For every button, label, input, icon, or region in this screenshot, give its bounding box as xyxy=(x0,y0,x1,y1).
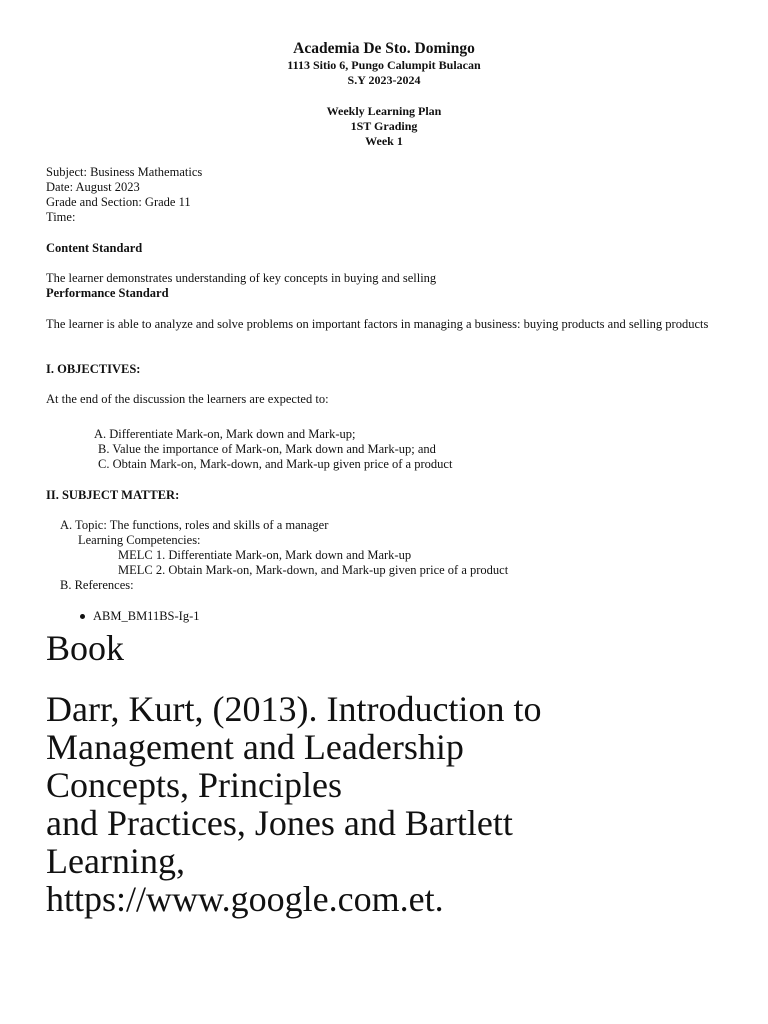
citation-line: and Practices, Jones and Bartlett xyxy=(46,803,513,843)
objectives-intro: At the end of the discussion the learners are expected to: xyxy=(46,392,329,406)
grading-period: 1ST Grading xyxy=(350,119,418,133)
book-label: Book xyxy=(46,628,125,668)
melc-2: MELC 2. Obtain Mark-on, Mark-down, and Mark-up given price of a product xyxy=(118,563,509,577)
reference-code: ABM_BM11BS-Ig-1 xyxy=(93,609,200,623)
bullet-dot-icon xyxy=(80,614,85,619)
melc-1: MELC 1. Differentiate Mark-on, Mark down and Mark-up xyxy=(118,548,412,562)
citation-line: Darr, Kurt, (2013). Introduction to xyxy=(46,689,542,729)
document-header xyxy=(0,40,768,149)
book-citation xyxy=(46,690,746,918)
content-standard-text: The learner demonstrates understanding of key concepts in buying and selling xyxy=(46,271,437,285)
subject-matter-heading: II. SUBJECT MATTER: xyxy=(46,488,180,502)
week-label: Week 1 xyxy=(365,134,403,148)
grade-section-line: Grade and Section: Grade 11 xyxy=(46,195,191,209)
topic-line: A. Topic: The functions, roles and skills of a manager xyxy=(60,518,329,532)
references-label: B. References: xyxy=(60,578,134,592)
citation-line: Concepts, Principles xyxy=(46,765,342,805)
time-line: Time: xyxy=(46,210,76,224)
performance-standard-heading: Performance Standard xyxy=(46,286,169,300)
competencies-label: Learning Competencies: xyxy=(78,533,201,547)
reference-bullet-item xyxy=(80,609,200,624)
date-line: Date: August 2023 xyxy=(46,180,140,194)
performance-standard-text: The learner is able to analyze and solve problems on important factors in managing a business: buying products and selling products xyxy=(46,317,709,331)
school-name: Academia De Sto. Domingo xyxy=(293,40,475,57)
objective-item: C. Obtain Mark-on, Mark-down, and Mark-up given price of a product xyxy=(98,457,453,471)
school-address: 1113 Sitio 6, Pungo Calumpit Bulacan xyxy=(287,58,481,72)
plan-title: Weekly Learning Plan xyxy=(326,104,442,118)
school-year: S.Y 2023-2024 xyxy=(347,73,421,87)
citation-line: Management and Leadership xyxy=(46,727,464,767)
citation-link[interactable]: https://www.google.com.et. xyxy=(46,879,444,919)
content-standard-heading: Content Standard xyxy=(46,241,143,255)
objective-item: B. Value the importance of Mark-on, Mark down and Mark-up; and xyxy=(98,442,436,456)
objectives-heading: I. OBJECTIVES: xyxy=(46,362,141,376)
subject-line: Subject: Business Mathematics xyxy=(46,165,203,179)
objective-item: A. Differentiate Mark-on, Mark down and Mark-up; xyxy=(94,427,356,441)
citation-line: Learning, xyxy=(46,841,185,881)
